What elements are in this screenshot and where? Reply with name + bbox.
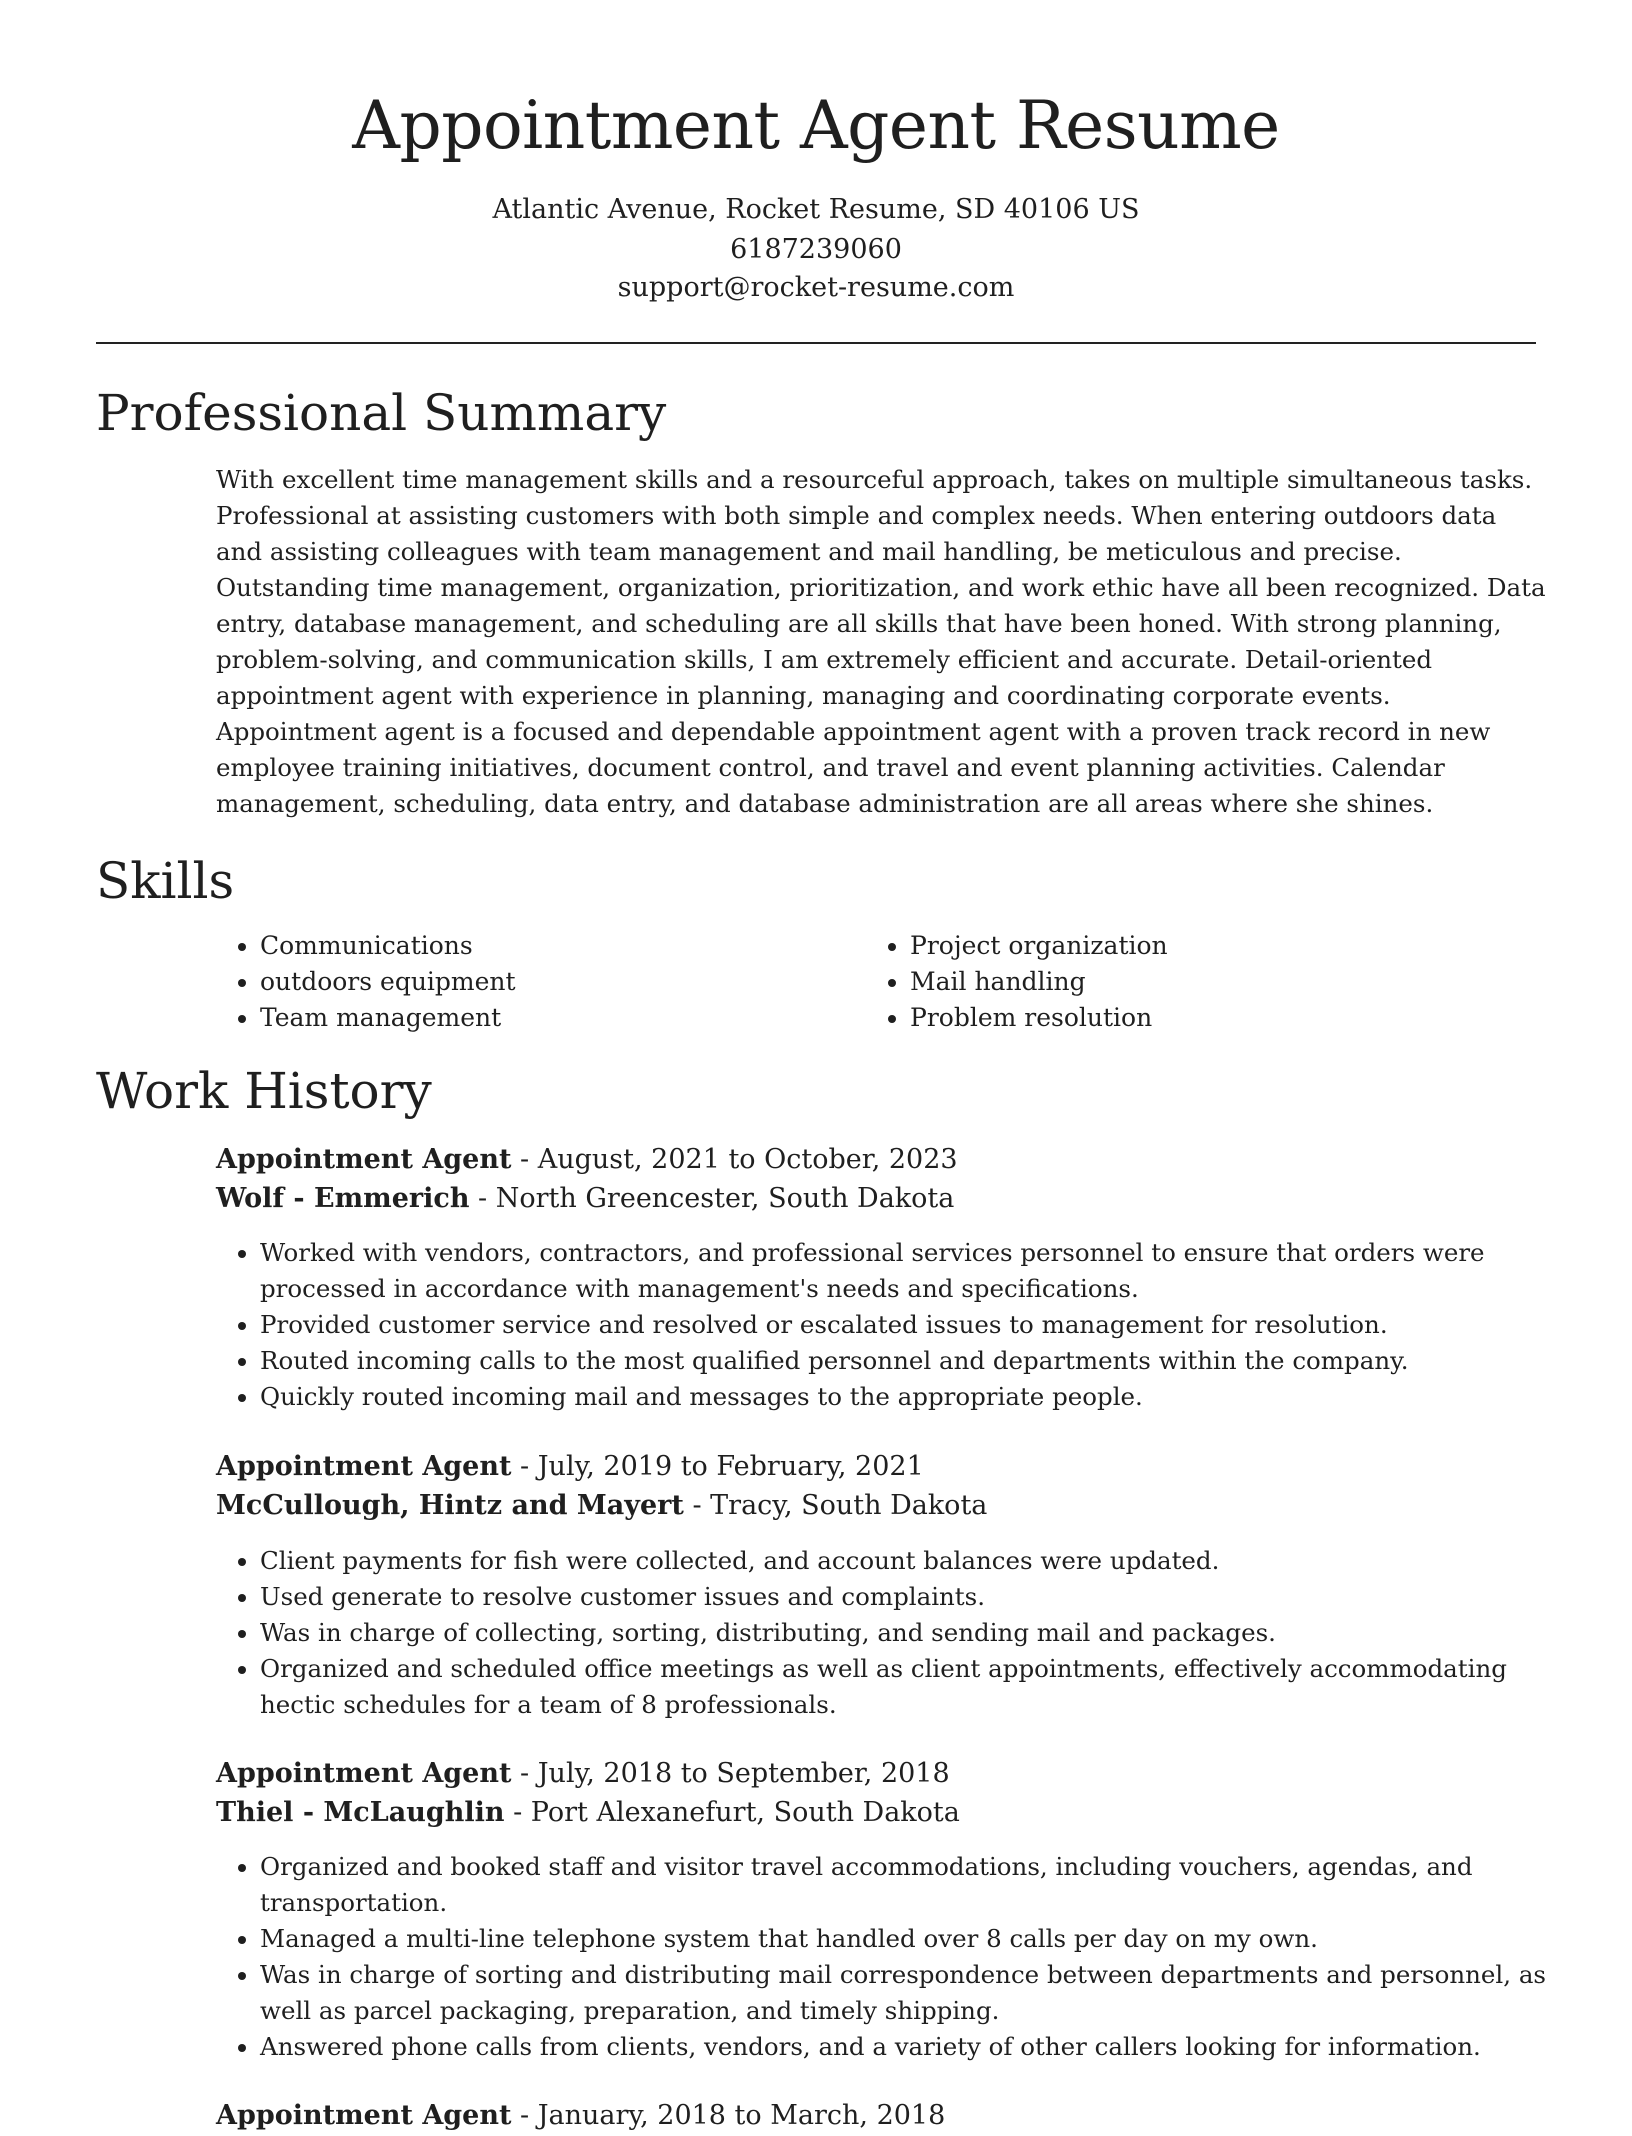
skill-item: • Project organization — [910, 928, 1168, 964]
job-bullet: • Routed incoming calls to the most qualified personnel and departments within the company. — [260, 1343, 1580, 1379]
job-company: McCullough, Hintz and Mayert — [216, 1490, 684, 1521]
contact-address: Atlantic Avenue, Rocket Resume, SD 40106 US — [492, 194, 1140, 225]
job-title: Appointment Agent — [216, 1451, 512, 1482]
job-title-line — [216, 1140, 958, 1180]
skill-item: • Team management — [260, 1000, 516, 1036]
job-bullet: • Was in charge of collecting, sorting, distributing, and sending mail and packages. — [260, 1615, 1580, 1651]
summary-heading: Professional Summary — [96, 384, 667, 442]
job-bullets — [216, 1543, 1580, 1723]
job-bullets — [216, 1235, 1580, 1415]
job-bullet: • Used generate to resolve customer issues and complaints. — [260, 1579, 1580, 1615]
job-bullet: • Provided customer service and resolved or escalated issues to management for resolution. — [260, 1307, 1580, 1343]
job-title: Appointment Agent — [216, 1758, 512, 1789]
job-bullet: • Organized and booked staff and visitor travel accommodations, including vouchers, agendas, and transportation. — [260, 1849, 1580, 1921]
job-company-line — [216, 1179, 954, 1219]
job-bullet: • Answered phone calls from clients, vendors, and a variety of other callers looking for information. — [260, 2029, 1580, 2065]
summary-text: With excellent time management skills and a resourceful approach, takes on multiple simultaneous tasks. Professional at assisting customers with both simple and complex needs. When entering outdoors data and assisting colleagues with team management and mail handling, be meticulous and precise. Outstanding time management, organization, prioritization, and work ethic have all been recognized. Data entry, database management, and scheduling are all skills that have been honed. With strong planning, problem-solving, and communication skills, I am extremely efficient and accurate. Detail-oriented appointment agent with experience in planning, managing and coordinating corporate events. Appointment agent is a focused and dependable appointment agent with a proven track record in new employee training initiatives, document control, and travel and event planning activities. Calendar management, scheduling, data entry, and database administration are all areas where she shines. — [216, 465, 1546, 818]
job-dates: - August, 2021 to October, 2023 — [511, 1144, 958, 1175]
contact-phone: 6187239060 — [730, 234, 902, 265]
job-bullets — [216, 1849, 1580, 2065]
job-location: - Port Alexanefurt, South Dakota — [504, 1797, 960, 1828]
job-company: Thiel - McLaughlin — [216, 1797, 505, 1828]
skill-item: • Mail handling — [910, 964, 1168, 1000]
header-divider — [96, 342, 1536, 344]
job-location: - North Greencester, South Dakota — [469, 1183, 955, 1214]
job-dates: - July, 2019 to February, 2021 — [511, 1451, 924, 1482]
job-dates: - July, 2018 to September, 2018 — [511, 1758, 950, 1789]
contact-email: support@rocket-resume.com — [617, 272, 1015, 303]
skills-heading: Skills — [96, 852, 235, 910]
job-dates: - January, 2018 to March, 2018 — [511, 2100, 946, 2131]
skill-item: • outdoors equipment — [260, 964, 516, 1000]
job-bullet: • Managed a multi-line telephone system that handled over 8 calls per day on my own. — [260, 1921, 1580, 1957]
job-company-line — [216, 1486, 987, 1526]
skills-list-right — [866, 928, 1168, 1036]
job-title: Appointment Agent — [216, 2100, 512, 2131]
job-bullet: • Was in charge of sorting and distributing mail correspondence between departments and personnel, as well as parcel packaging, preparation, and timely shipping. — [260, 1957, 1580, 2029]
job-bullet: • Worked with vendors, contractors, and professional services personnel to ensure that orders were processed in accordance with management's needs and specifications. — [260, 1235, 1580, 1307]
job-title-line — [216, 2096, 945, 2136]
skills-list-left — [216, 928, 516, 1036]
work-history-heading: Work History — [96, 1062, 432, 1120]
job-company-line — [216, 1793, 960, 1833]
job-title-line — [216, 1754, 950, 1794]
job-location: - Tracy, South Dakota — [683, 1490, 988, 1521]
skill-item: • Problem resolution — [910, 1000, 1168, 1036]
job-title-line — [216, 1447, 924, 1487]
job-bullet: • Client payments for fish were collected, and account balances were updated. — [260, 1543, 1580, 1579]
job-bullet: • Organized and scheduled office meetings as well as client appointments, effectively accommodating hectic schedules for a team of 8 professionals. — [260, 1651, 1580, 1723]
job-bullet: • Quickly routed incoming mail and messages to the appropriate people. — [260, 1379, 1580, 1415]
page-title: Appointment Agent Resume — [352, 87, 1280, 164]
job-company: Wolf - Emmerich — [216, 1183, 470, 1214]
job-title: Appointment Agent — [216, 1144, 512, 1175]
skill-item: • Communications — [260, 928, 516, 964]
